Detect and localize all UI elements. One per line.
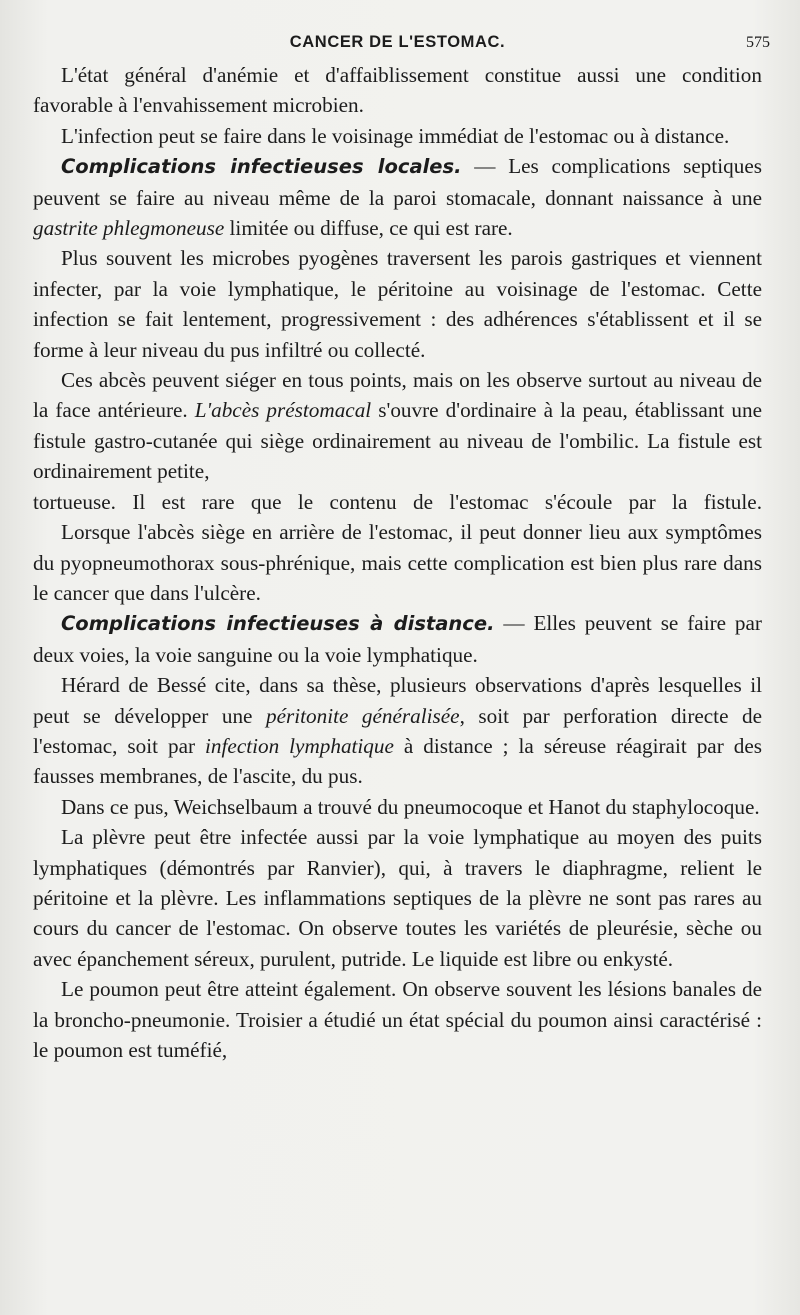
page-number: 575 bbox=[746, 34, 770, 51]
section-heading-distant: Complications infectieuses à distance. bbox=[61, 612, 495, 636]
section-heading-local: Complications infectieuses locales. bbox=[61, 155, 462, 179]
text-run: Ces abcès peuvent siéger en tous points, mais on les observe surtout au niveau de la face antérieure. bbox=[33, 368, 762, 423]
text-run: , soit par perforation directe de l'estomac, soit par bbox=[33, 703, 763, 758]
text-run: Hérard de Bessé cite, dans sa thèse, plusieurs observations d'après lesquelles il peut se développer une bbox=[33, 673, 762, 728]
paragraph-posterior-abscess: Lorsque l'abcès siège en arrière de l'estomac, il peut donner lieu aux symptômes du pyopneumothorax sous-phrénique, mais cette complication est bien plus rare dans le cancer que dans l'ulcère. bbox=[33, 520, 762, 605]
paragraph-local-complications bbox=[33, 151, 762, 243]
paragraph-abscesses bbox=[33, 365, 762, 517]
text-run: — Les complications septiques peuvent se faire au niveau même de la paroi stomacale, donnant naissance à une bbox=[33, 154, 762, 210]
paragraph-general-state: L'état général d'anémie et d'affaiblissement constitue aussi une condition favorable à l'envahissement microbien. bbox=[33, 63, 762, 118]
text-run: — Elles peuvent se faire par deux voies, la voie sanguine ou la voie lymphatique. bbox=[33, 611, 762, 667]
page-header bbox=[33, 26, 770, 56]
italic-term-gastritis: gastrite phlegmoneuse bbox=[33, 216, 225, 241]
paragraph-pyogenic-microbes: Plus souvent les microbes pyogènes traversent les parois gastriques et viennent infecter, par la voie lymphatique, le péritoine au voisinage de l'estomac. Cette infection se fait lentement, progressivement : des adhérences s'établissent et il se forme à leur niveau du pus infiltré ou collecté. bbox=[33, 246, 762, 362]
text-run: limitée ou diffuse, ce qui est rare. bbox=[224, 216, 513, 241]
italic-term-lymphatic: infection lymphatique bbox=[205, 733, 394, 758]
running-title: CANCER DE L'ESTOMAC. bbox=[289, 33, 506, 51]
italic-term-abscess: L'abcès préstomacal bbox=[194, 398, 372, 423]
paragraph-infection-site: L'infection peut se faire dans le voisinage immédiat de l'estomac ou à distance. bbox=[61, 123, 730, 148]
paragraph-distant-complications bbox=[33, 608, 762, 670]
paragraph-weichselbaum: Dans ce pus, Weichselbaum a trouvé du pneumocoque et Hanot du staphylocoque. bbox=[61, 794, 760, 819]
paragraph-pleura: La plèvre peut être infectée aussi par la voie lymphatique au moyen des puits lymphatiques (démontrés par Ranvier), qui, à travers le diaphragme, relient le péritoine et la plèvre. Les inflammations septiques de la plèvre ne sont pas rares au cours du cancer de l'estomac. On observe toutes les variétés de pleurésie, sèche ou avec épanchement séreux, purulent, putride. Le liquide est libre ou enkysté. bbox=[33, 825, 762, 971]
italic-term-peritonitis: péritonite généralisée bbox=[266, 703, 460, 728]
text-run: s'ouvre d'ordinaire à la peau, établissant une fistule gastro-cutanée qui siège ordinairement au niveau de l'ombilic. La fistule est ordinairement petite, bbox=[33, 398, 762, 484]
paragraph-lung: Le poumon peut être atteint également. On observe souvent les lésions banales de la broncho-pneumonie. Troisier a étudié un état spécial du poumon ainsi caractérisé : le poumon est tuméfié, bbox=[33, 977, 762, 1062]
body-text bbox=[33, 60, 762, 1065]
paragraph-herard-de-besse bbox=[33, 670, 762, 792]
text-line: tortueuse. Il est rare que le contenu de l'estomac s'écoule par la fistule. bbox=[33, 489, 762, 514]
text-run: à distance ; la séreuse réagirait par des fausses membranes, de l'ascite, du pus. bbox=[33, 733, 762, 789]
